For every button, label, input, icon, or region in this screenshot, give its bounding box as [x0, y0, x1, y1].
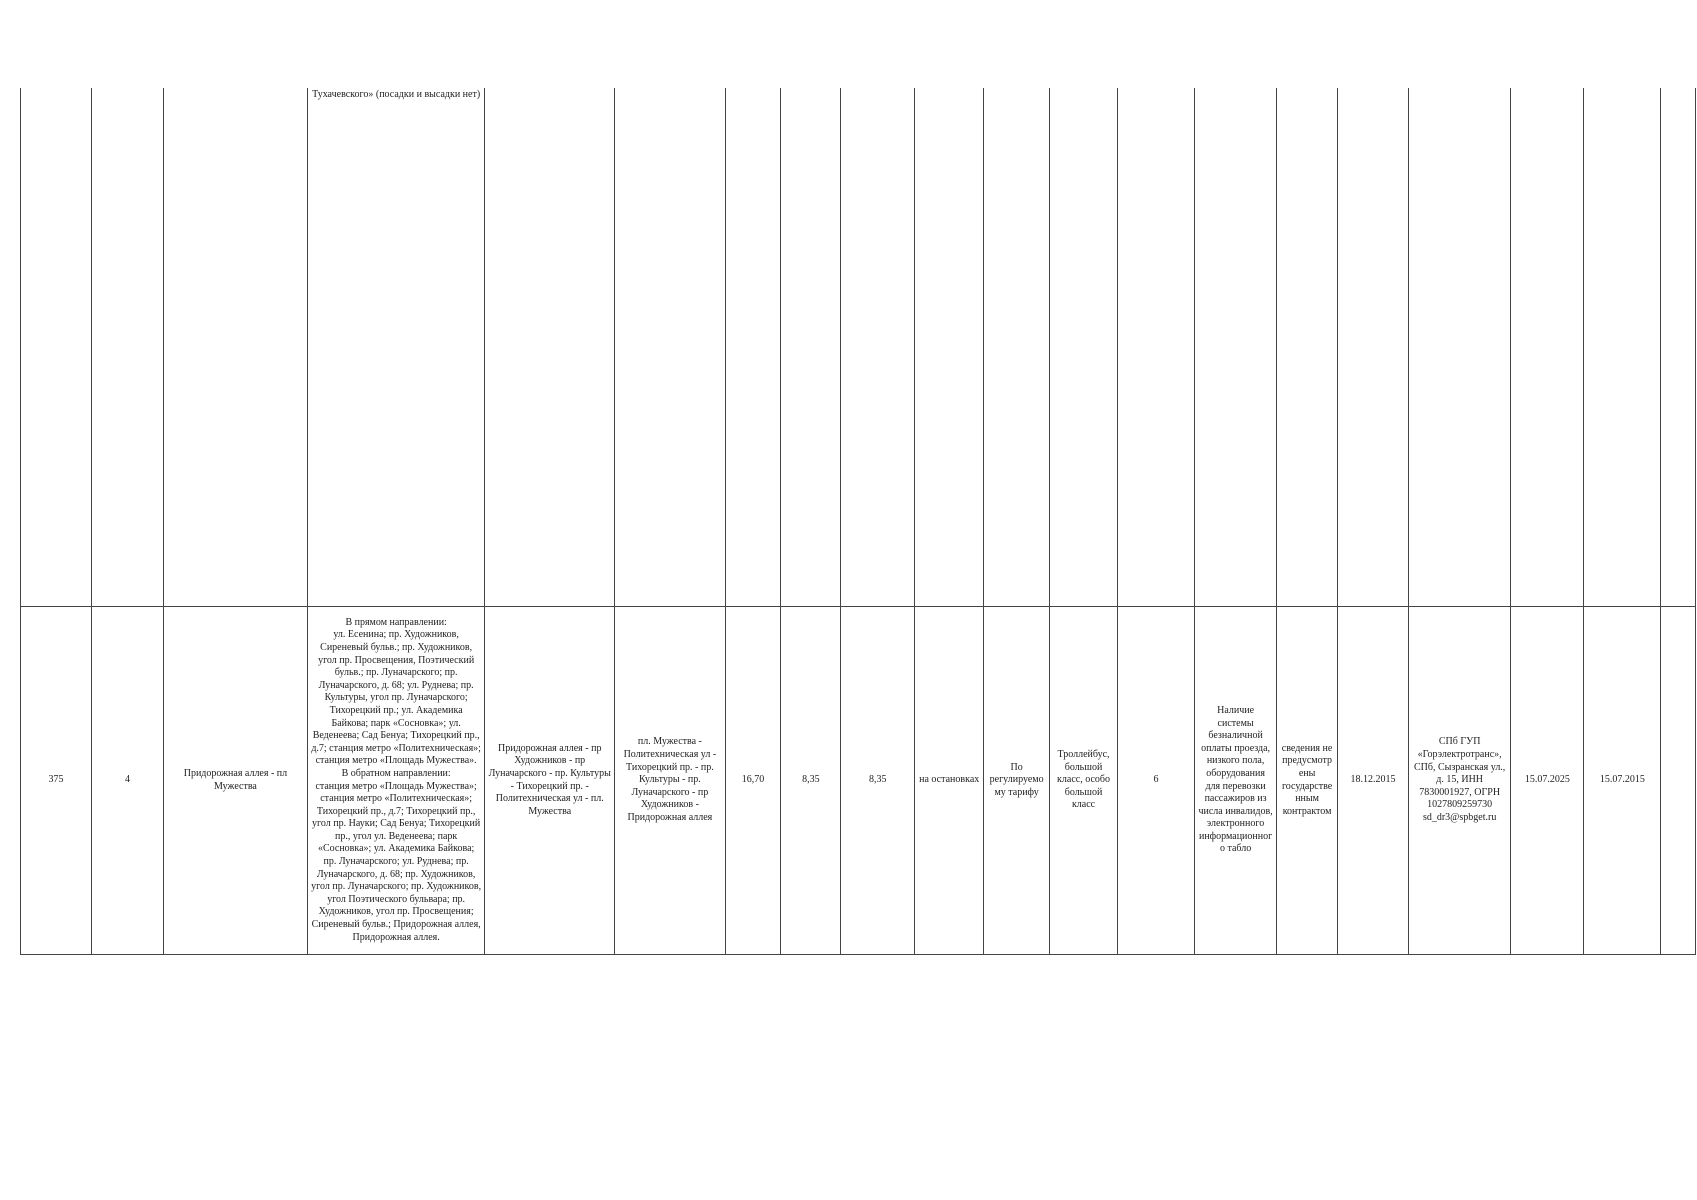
- carrier-cell: СПб ГУП «Горэлектротранс», СПб, Сызранская ул., д. 15, ИНН 7830001927, ОГРН 1027809259730 sd_dr3@spbget.ru: [1408, 607, 1510, 955]
- stops-cell: В прямом направлении: ул. Есенина; пр. Художников, Сиреневый бульв.; пр. Художников, угол пр. Просвещения, Поэтический бульв.; пр. Луначарского; пр. Луначарского, д. 68; ул. Руднева; пр. Культуры, угол пр. Луначарского; Тихорецкий пр.; ул. Академика Байкова; парк «Сосновка»; ул. Веденеева; Сад Бенуа; Тихорецкий пр., д.7; станция метро «Политехническая»; станция метро «Площадь Мужества». В обратном направлении: станция метро «Площадь Мужества»; станция метро «Политехническая»; Тихорецкий пр., д.7; Тихорецкий пр., угол пр. Науки; Сад Бенуа; Тихорецкий пр., угол ул. Веденеева; парк «Сосновка»; ул. Академика Байкова; пр. Луначарского; ул. Руднева; пр. Луначарского, д. 68; пр. Художников, угол пр. Луначарского; пр. Художников, угол Поэтического бульвара; пр. Художников, угол пр. Просвещения; Сиреневый бульв.; Придорожная аллея, Придорожная аллея.: [307, 607, 484, 955]
- contract-end-cell: 15.07.2025: [1511, 607, 1584, 955]
- table-row: [21, 88, 1696, 607]
- contract-end-cell: [1511, 88, 1584, 607]
- streets-forward-cell: Придорожная аллея - пр Художников - пр Луначарского - пр. Культуры - Тихорецкий пр. - Политехническая ул - пл. Мужества: [485, 607, 615, 955]
- registry-number-cell: 375: [21, 607, 92, 955]
- start-date-cell: 18.12.2015: [1337, 607, 1408, 955]
- route-number-cell: 4: [91, 607, 163, 955]
- streets-backward-cell: пл. Мужества - Политехническая ул - Тихорецкий пр. - пр. Культуры - пр. Луначарского - пр Художников - Придорожная аллея: [615, 607, 726, 955]
- contract-start-cell: 15.07.2015: [1584, 607, 1661, 955]
- tariff-cell: По регулируемому тарифу: [984, 607, 1050, 955]
- length-forward-cell: [781, 88, 841, 607]
- notes-cell: [1661, 88, 1696, 607]
- length-backward-cell: [841, 88, 915, 607]
- route-name-cell: [163, 88, 307, 607]
- route-registry-table: [20, 88, 1696, 955]
- tariff-cell: [984, 88, 1050, 607]
- contract-start-cell: [1584, 88, 1661, 607]
- route-name-cell: Придорожная аллея - пл Мужества: [163, 607, 307, 955]
- stop-procedure-cell: [915, 88, 984, 607]
- vehicle-type-cell: Троллейбус, большой класс, особо большой класс: [1050, 607, 1118, 955]
- characteristics-cell: Наличие системы безналичной оплаты проезда, низкого пола, оборудования для перевозки пассажиров из числа инвалидов, электронного информационного табло: [1195, 607, 1277, 955]
- stops-cell: Тухачевского» (посадки и высадки нет): [307, 88, 484, 607]
- registry-number-cell: [21, 88, 92, 607]
- table-row: [21, 607, 1696, 955]
- length-forward-cell: 8,35: [781, 607, 841, 955]
- schedule-cell: [1277, 88, 1338, 607]
- stop-procedure-cell: на остановках: [915, 607, 984, 955]
- vehicle-type-cell: [1050, 88, 1118, 607]
- length-backward-cell: 8,35: [841, 607, 915, 955]
- schedule-cell: сведения не предусмотрены государственным контрактом: [1277, 607, 1338, 955]
- vehicle-count-cell: 6: [1117, 607, 1194, 955]
- route-number-cell: [91, 88, 163, 607]
- vehicle-count-cell: [1117, 88, 1194, 607]
- characteristics-cell: [1195, 88, 1277, 607]
- length-total-cell: 16,70: [725, 607, 781, 955]
- notes-cell: [1661, 607, 1696, 955]
- length-total-cell: [725, 88, 781, 607]
- streets-backward-cell: [615, 88, 726, 607]
- start-date-cell: [1337, 88, 1408, 607]
- carrier-cell: [1408, 88, 1510, 607]
- streets-forward-cell: [485, 88, 615, 607]
